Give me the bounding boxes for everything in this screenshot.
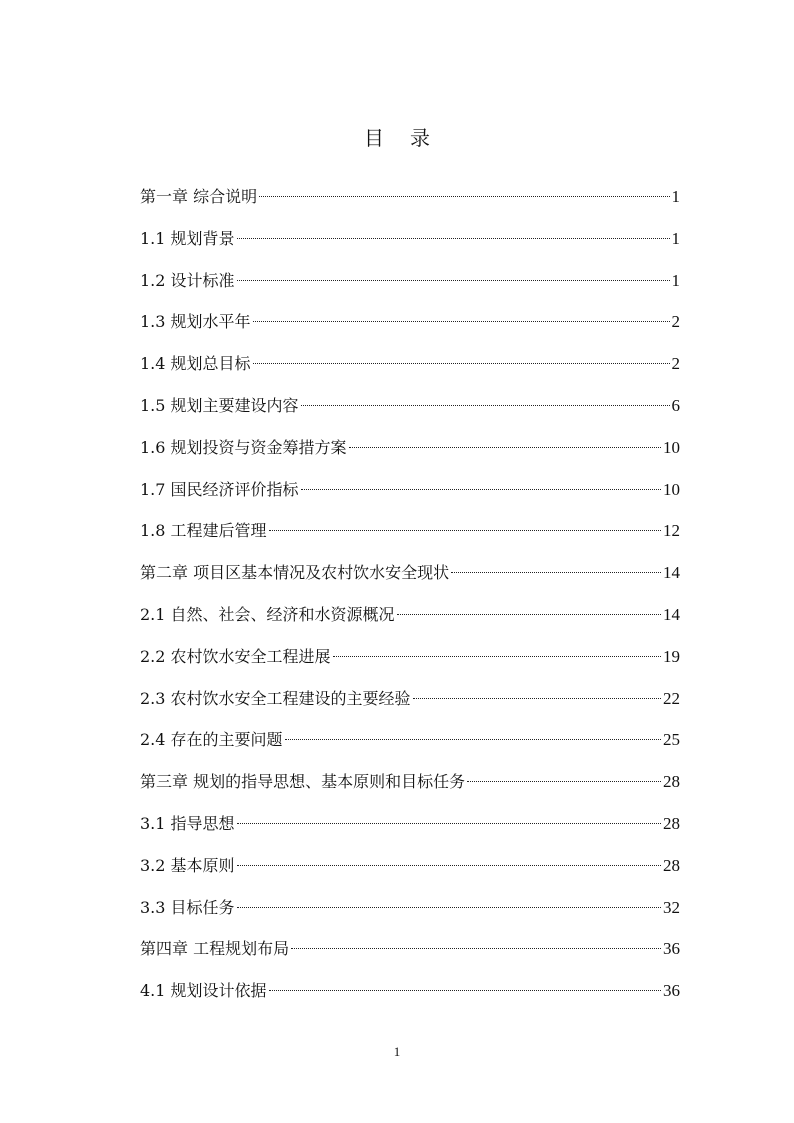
toc-entry-label: 2.1 自然、社会、经济和水资源概况 xyxy=(140,604,395,624)
toc-entry-page: 1 xyxy=(671,228,680,248)
toc-entry-page: 10 xyxy=(663,437,680,457)
toc-entry-label: 1.6 规划投资与资金筹措方案 xyxy=(140,437,347,457)
toc-dot-leader xyxy=(269,530,661,531)
toc-dot-leader xyxy=(451,572,661,573)
toc-dot-leader xyxy=(269,990,661,991)
toc-entry-label: 4.1 规划设计依据 xyxy=(140,981,267,1001)
toc-entry-page: 19 xyxy=(663,646,680,666)
toc-entry[interactable] xyxy=(140,560,680,602)
toc-dot-leader xyxy=(285,739,661,740)
toc-entry-label: 2.3 农村饮水安全工程建设的主要经验 xyxy=(140,688,411,708)
toc-dot-leader xyxy=(349,447,661,448)
toc-dot-leader xyxy=(291,948,661,949)
toc-entry-label: 3.3 目标任务 xyxy=(140,897,235,917)
toc-entry-label: 1.4 规划总目标 xyxy=(140,354,251,374)
toc-entry-page: 2 xyxy=(671,312,680,332)
toc-entry[interactable] xyxy=(140,895,680,937)
toc-entry-label: 1.8 工程建后管理 xyxy=(140,521,267,541)
toc-entry-page: 36 xyxy=(663,939,680,959)
toc-dot-leader xyxy=(253,321,670,322)
toc-entry-page: 14 xyxy=(663,563,680,583)
toc-entry-label: 1.1 规划背景 xyxy=(140,228,235,248)
toc-entry-label: 第一章 综合说明 xyxy=(140,187,258,206)
toc-entry-page: 6 xyxy=(671,395,680,415)
toc-entry[interactable] xyxy=(140,978,680,1020)
toc-entry[interactable] xyxy=(140,769,680,811)
toc-entry[interactable] xyxy=(140,435,680,477)
toc-entry-page: 32 xyxy=(663,897,680,917)
toc-dot-leader xyxy=(253,363,670,364)
toc-dot-leader xyxy=(237,907,661,908)
toc-entry-label: 第三章 规划的指导思想、基本原则和目标任务 xyxy=(140,772,466,792)
toc-entry-page: 10 xyxy=(663,479,680,499)
toc-entry-page: 1 xyxy=(671,187,680,206)
toc-entry-label: 1.3 规划水平年 xyxy=(140,312,251,332)
toc-dot-leader xyxy=(413,698,661,699)
toc-entry[interactable] xyxy=(140,644,680,686)
toc-entry[interactable] xyxy=(140,727,680,769)
toc-entry-page: 25 xyxy=(663,730,680,750)
toc-dot-leader xyxy=(237,823,661,824)
toc-entry-label: 3.2 基本原则 xyxy=(140,855,235,875)
toc-dot-leader xyxy=(397,614,661,615)
toc-entry[interactable] xyxy=(140,393,680,435)
toc-entry-label: 1.7 国民经济评价指标 xyxy=(140,479,299,499)
toc-dot-leader xyxy=(301,405,670,406)
toc-entry[interactable] xyxy=(140,184,680,226)
toc-entry-label: 第四章 工程规划布局 xyxy=(140,939,290,959)
footer-page-number: 1 xyxy=(393,1044,401,1059)
toc-entry-label: 1.2 设计标准 xyxy=(140,270,235,290)
toc-dot-leader xyxy=(237,280,670,281)
toc-entry[interactable] xyxy=(140,936,680,978)
toc-entry[interactable] xyxy=(140,686,680,728)
toc-dot-leader xyxy=(467,781,661,782)
toc-entry-page: 28 xyxy=(663,772,680,792)
toc-entry[interactable] xyxy=(140,602,680,644)
title-char-2: 录 xyxy=(410,126,430,150)
page-title xyxy=(0,122,794,151)
toc-entry[interactable] xyxy=(140,853,680,895)
toc-entry[interactable] xyxy=(140,811,680,853)
toc-entry-label: 2.4 存在的主要问题 xyxy=(140,730,283,750)
toc-entry-page: 36 xyxy=(663,981,680,1001)
toc-entry-page: 2 xyxy=(671,354,680,374)
toc-entry-page: 12 xyxy=(663,521,680,541)
table-of-contents xyxy=(140,184,680,1020)
toc-entry[interactable] xyxy=(140,226,680,268)
toc-dot-leader xyxy=(259,196,669,197)
toc-entry-page: 28 xyxy=(663,855,680,875)
toc-entry-label: 1.5 规划主要建设内容 xyxy=(140,395,299,415)
toc-dot-leader xyxy=(237,865,661,866)
toc-entry-label: 第二章 项目区基本情况及农村饮水安全现状 xyxy=(140,563,450,583)
toc-dot-leader xyxy=(301,489,661,490)
toc-entry-page: 14 xyxy=(663,604,680,624)
toc-entry[interactable] xyxy=(140,351,680,393)
toc-entry-page: 1 xyxy=(671,270,680,290)
toc-dot-leader xyxy=(237,238,670,239)
toc-dot-leader xyxy=(333,656,661,657)
toc-entry[interactable] xyxy=(140,477,680,519)
toc-entry[interactable] xyxy=(140,268,680,310)
toc-entry-page: 22 xyxy=(663,688,680,708)
toc-entry-page: 28 xyxy=(663,813,680,833)
toc-entry-label: 3.1 指导思想 xyxy=(140,813,235,833)
toc-entry-label: 2.2 农村饮水安全工程进展 xyxy=(140,646,331,666)
toc-entry[interactable] xyxy=(140,518,680,560)
toc-entry[interactable] xyxy=(140,309,680,351)
title-char-1: 目 xyxy=(364,126,384,150)
